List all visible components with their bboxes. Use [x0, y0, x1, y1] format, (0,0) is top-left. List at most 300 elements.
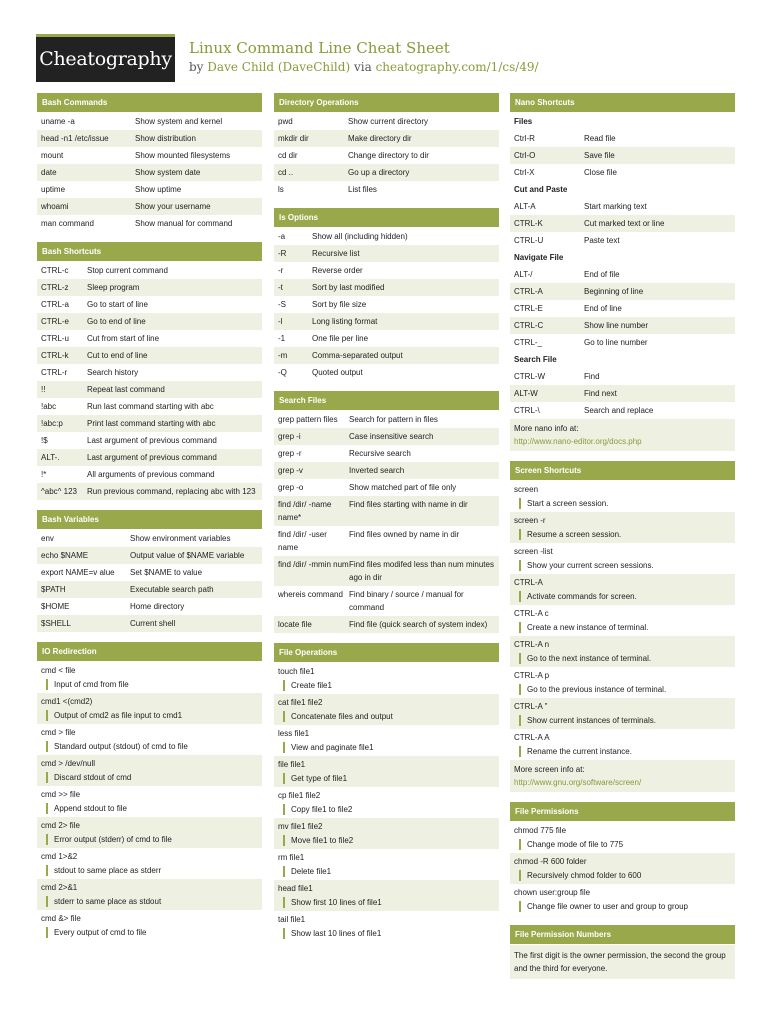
table-row: [274, 313, 499, 330]
list-item: [37, 817, 262, 848]
table-row: [37, 198, 262, 215]
item-command: cmd 2> file: [41, 821, 80, 830]
command-cell: -a: [278, 232, 286, 241]
description-cell: Find file (quick search of system index): [349, 620, 488, 629]
command-cell: env: [41, 534, 54, 543]
description-cell: Cut from start of line: [87, 334, 160, 343]
section-bash-shortcuts: [37, 242, 262, 500]
item-command: file file1: [278, 760, 306, 769]
command-cell: -r: [278, 266, 284, 275]
description-cell: Show matched part of file only: [349, 483, 457, 492]
description-cell: Find files modifed less than num minutes ago in dir: [349, 560, 494, 582]
item-description: Delete file1: [283, 866, 495, 877]
command-cell: CTRL-e: [41, 317, 70, 326]
subsection-title: Cut and Paste: [514, 185, 568, 194]
item-description: Show last 10 lines of file1: [283, 928, 495, 939]
description-cell: Paste text: [584, 236, 620, 245]
item-description: Every output of cmd to file: [46, 927, 258, 938]
section-title: File Operations: [274, 643, 499, 663]
permission-numbers-text: The first digit is the owner permission, the second the group and the third for everyone.: [510, 945, 735, 979]
section-nano-shortcuts: [510, 93, 735, 451]
command-cell: -1: [278, 334, 286, 343]
description-cell: Show uptime: [135, 185, 182, 194]
list-item: [37, 724, 262, 755]
description-cell: End of file: [584, 270, 620, 279]
table-row: [37, 296, 262, 313]
table-row: [37, 564, 262, 581]
command-cell: !*: [41, 470, 47, 479]
section-title: File Permissions: [510, 802, 735, 822]
description-cell: All arguments of previous command: [87, 470, 215, 479]
list-item: [510, 884, 735, 915]
command-cell: pwd: [278, 117, 293, 126]
item-command: CTRL-A c: [514, 609, 549, 618]
item-description: Change mode of file to 775: [519, 839, 731, 850]
subsection-title: Files: [514, 117, 533, 126]
table-row: [274, 245, 499, 262]
command-cell: CTRL-r: [41, 368, 68, 377]
description-cell: Change directory to dir: [348, 151, 429, 160]
table-row: [37, 279, 262, 296]
subsection-title: Search File: [514, 355, 557, 364]
table-row: [274, 364, 499, 381]
item-command: CTRL-A: [514, 578, 543, 587]
command-cell: ALT-A: [514, 202, 536, 211]
item-command: CTRL-A A: [514, 733, 550, 742]
description-cell: Sort by last modified: [312, 283, 385, 292]
table-row: [510, 385, 735, 402]
description-cell: Home directory: [130, 602, 185, 611]
more-label: More nano info at:: [514, 424, 579, 433]
description-cell: Last argument of previous command: [87, 453, 217, 462]
table-row: [510, 368, 735, 385]
list-item: [510, 543, 735, 574]
description-cell: Go to line number: [584, 338, 648, 347]
list-item: [37, 910, 262, 941]
section-title: Bash Commands: [37, 93, 262, 113]
items: [510, 822, 735, 915]
table-row: [37, 364, 262, 381]
command-cell: find /dir/ -name name*: [278, 500, 332, 522]
command-cell: ls: [278, 185, 284, 194]
item-description: Append stdout to file: [46, 803, 258, 814]
section-title: File Permission Numbers: [510, 925, 735, 945]
table-row: [37, 381, 262, 398]
list-item: [510, 574, 735, 605]
items: [274, 663, 499, 942]
list-item: [510, 636, 735, 667]
groups: [510, 113, 735, 419]
table-row: [37, 547, 262, 564]
table-row: [37, 313, 262, 330]
table-row: [274, 262, 499, 279]
table-row: [274, 586, 499, 616]
item-description: Input of cmd from file: [46, 679, 258, 690]
table-row: [274, 113, 499, 130]
table-row: [37, 530, 262, 547]
cheatography-logo[interactable]: Cheatography: [36, 34, 175, 82]
column-2: [274, 93, 499, 952]
table-row: [510, 147, 735, 164]
section-file-permission-numbers: [510, 925, 735, 979]
item-description: Create file1: [283, 680, 495, 691]
table-row: [37, 113, 262, 130]
table-row: [37, 147, 262, 164]
description-cell: Show line number: [584, 321, 649, 330]
table-row: [274, 479, 499, 496]
table-row: [510, 198, 735, 215]
command-cell: CTRL-K: [514, 219, 543, 228]
item-description: Show current instances of terminals.: [519, 715, 731, 726]
description-cell: Show your username: [135, 202, 211, 211]
command-cell: locate file: [278, 620, 312, 629]
item-description: Discard stdout of cmd: [46, 772, 258, 783]
item-command: cmd > file: [41, 728, 76, 737]
section-io-redirection: [37, 642, 262, 941]
list-item: [274, 880, 499, 911]
command-cell: whereis command: [278, 590, 343, 599]
rows: [37, 113, 262, 232]
table-row: [37, 347, 262, 364]
command-cell: date: [41, 168, 57, 177]
description-cell: Run last command starting with abc: [87, 402, 214, 411]
description-cell: Reverse order: [312, 266, 363, 275]
command-cell: echo $NAME: [41, 551, 89, 560]
description-cell: Run previous command, replacing abc with 123: [87, 487, 256, 496]
description-cell: Search for pattern in files: [349, 415, 438, 424]
table-row: [274, 445, 499, 462]
command-cell: grep -v: [278, 466, 303, 475]
command-cell: CTRL-E: [514, 304, 543, 313]
item-command: cmd &> file: [41, 914, 81, 923]
command-cell: !!: [41, 385, 46, 394]
table-row: [274, 296, 499, 313]
table-row: [37, 415, 262, 432]
item-description: Standard output (stdout) of cmd to file: [46, 741, 258, 752]
command-cell: CTRL-z: [41, 283, 69, 292]
description-cell: List files: [348, 185, 377, 194]
item-description: Go to the previous instance of terminal.: [519, 684, 731, 695]
more-label: More screen info at:: [514, 765, 585, 774]
command-cell: ^abc^ 123: [41, 487, 77, 496]
section-title: Directory Operations: [274, 93, 499, 113]
command-cell: $HOME: [41, 602, 70, 611]
item-command: cmd 2>&1: [41, 883, 78, 892]
description-cell: Beginning of line: [584, 287, 644, 296]
description-cell: Close file: [584, 168, 617, 177]
description-cell: Long listing format: [312, 317, 378, 326]
table-row: [37, 398, 262, 415]
section-title: ls Options: [274, 208, 499, 228]
table-row: [274, 330, 499, 347]
list-item: [37, 879, 262, 910]
command-cell: CTRL-C: [514, 321, 544, 330]
table-row: [510, 130, 735, 147]
item-description: Start a screen session.: [519, 498, 731, 509]
section-file-operations: [274, 643, 499, 942]
table-row: [274, 411, 499, 428]
table-row: [37, 581, 262, 598]
description-cell: Find: [584, 372, 600, 381]
command-cell: uptime: [41, 185, 66, 194]
item-description: stderr to same place as stdout: [46, 896, 258, 907]
description-cell: Save file: [584, 151, 615, 160]
item-description: Change file owner to user and group to group: [519, 901, 731, 912]
command-cell: $PATH: [41, 585, 66, 594]
screen-docs-link[interactable]: http://www.gnu.org/software/screen/: [514, 778, 642, 787]
description-cell: Cut to end of line: [87, 351, 148, 360]
list-item: [274, 787, 499, 818]
command-cell: man command: [41, 219, 94, 228]
description-cell: Find files owned by name in dir: [349, 530, 460, 539]
more-screen-info: [510, 760, 735, 792]
section-title: Search Files: [274, 391, 499, 411]
description-cell: Show mounted filesystems: [135, 151, 231, 160]
list-item: [274, 756, 499, 787]
description-cell: Recursive search: [349, 449, 411, 458]
list-item: [37, 693, 262, 724]
table-row: [37, 615, 262, 632]
list-item: [274, 663, 499, 694]
description-cell: Go up a directory: [348, 168, 410, 177]
section-title: Nano Shortcuts: [510, 93, 735, 113]
description-cell: Start marking text: [584, 202, 647, 211]
item-command: cmd 1>&2: [41, 852, 78, 861]
table-row: [274, 462, 499, 479]
table-row: [37, 215, 262, 232]
description-cell: Make directory dir: [348, 134, 412, 143]
description-cell: Stop current command: [87, 266, 168, 275]
item-command: cmd >> file: [41, 790, 81, 799]
item-command: cat file1 file2: [278, 698, 323, 707]
item-description: Rename the current instance.: [519, 746, 731, 757]
item-command: cp file1 file2: [278, 791, 321, 800]
item-description: View and paginate file1: [283, 742, 495, 753]
table-row: [510, 317, 735, 334]
command-cell: CTRL-U: [514, 236, 544, 245]
table-row: [274, 164, 499, 181]
item-command: CTRL-A n: [514, 640, 550, 649]
table-row: [510, 164, 735, 181]
description-cell: Comma-separated output: [312, 351, 403, 360]
table-row: [37, 330, 262, 347]
table-row: [510, 334, 735, 351]
list-item: [274, 911, 499, 942]
description-cell: Show system and kernel: [135, 117, 223, 126]
item-description: Copy file1 to file2: [283, 804, 495, 815]
subsection-title: Navigate File: [514, 253, 564, 262]
command-cell: grep -i: [278, 432, 301, 441]
list-item: [510, 698, 735, 729]
description-cell: Sort by file size: [312, 300, 367, 309]
command-cell: mount: [41, 151, 64, 160]
command-cell: CTRL-c: [41, 266, 69, 275]
item-command: screen: [514, 485, 539, 494]
item-command: screen -r: [514, 516, 546, 525]
byline-by: by: [189, 60, 204, 74]
table-row: [274, 526, 499, 556]
description-cell: Show all (including hidden): [312, 232, 408, 241]
item-command: chown user:group file: [514, 888, 591, 897]
command-cell: CTRL-k: [41, 351, 69, 360]
items: [37, 662, 262, 941]
section-bash-variables: [37, 510, 262, 632]
command-cell: $SHELL: [41, 619, 71, 628]
list-item: [510, 853, 735, 884]
item-command: touch file1: [278, 667, 315, 676]
list-item: [37, 848, 262, 879]
command-cell: grep -o: [278, 483, 304, 492]
section-bash-commands: [37, 93, 262, 232]
command-cell: Ctrl-X: [514, 168, 535, 177]
table-row: [37, 432, 262, 449]
description-cell: Show current directory: [348, 117, 429, 126]
section-title: IO Redirection: [37, 642, 262, 662]
list-item: [37, 755, 262, 786]
table-row: [510, 402, 735, 419]
description-cell: Show manual for command: [135, 219, 233, 228]
command-cell: find /dir/ -user name: [278, 530, 327, 552]
sheet-link[interactable]: cheatography.com/1/cs/49/: [375, 60, 539, 74]
table-row: [510, 300, 735, 317]
command-cell: find /dir/ -mmin num: [278, 560, 349, 569]
table-row: [37, 449, 262, 466]
command-cell: !abc: [41, 402, 57, 411]
description-cell: Go to start of line: [87, 300, 148, 309]
nano-docs-link[interactable]: http://www.nano-editor.org/docs.php: [514, 437, 642, 446]
list-item: [510, 729, 735, 760]
command-cell: CTRL-_: [514, 338, 543, 347]
command-cell: CTRL-a: [41, 300, 70, 309]
list-item: [37, 786, 262, 817]
table-row: [510, 215, 735, 232]
item-description: Create a new instance of terminal.: [519, 622, 731, 633]
command-cell: grep -r: [278, 449, 302, 458]
table-row: [37, 181, 262, 198]
description-cell: Find next: [584, 389, 617, 398]
item-command: chmod -R 600 folder: [514, 857, 587, 866]
command-cell: cd ..: [278, 168, 294, 177]
description-cell: Go to end of line: [87, 317, 146, 326]
description-cell: Executable search path: [130, 585, 214, 594]
description-cell: Print last command starting with abc: [87, 419, 216, 428]
author-link[interactable]: Dave Child (DaveChild): [207, 60, 351, 74]
byline: [189, 60, 539, 74]
description-cell: Output value of $NAME variable: [130, 551, 245, 560]
item-command: CTRL-A p: [514, 671, 550, 680]
description-cell: Inverted search: [349, 466, 405, 475]
item-command: rm file1: [278, 853, 305, 862]
column-1: [37, 93, 262, 951]
column-3: [510, 93, 735, 989]
description-cell: End of line: [584, 304, 622, 313]
description-cell: Case insensitive search: [349, 432, 434, 441]
rows: [274, 113, 499, 198]
item-description: Go to the next instance of terminal.: [519, 653, 731, 664]
item-command: head file1: [278, 884, 313, 893]
table-row: [510, 232, 735, 249]
description-cell: Repeat last command: [87, 385, 165, 394]
item-description: Show your current screen sessions.: [519, 560, 731, 571]
command-cell: ALT-.: [41, 453, 60, 462]
command-cell: uname -a: [41, 117, 75, 126]
rows: [37, 262, 262, 500]
command-cell: head -n1 /etc/issue: [41, 134, 109, 143]
table-row: [274, 147, 499, 164]
description-cell: Search and replace: [584, 406, 654, 415]
command-cell: CTRL-W: [514, 372, 546, 381]
command-cell: -m: [278, 351, 288, 360]
description-cell: Read file: [584, 134, 616, 143]
list-item: [510, 822, 735, 853]
page-header: [36, 34, 736, 86]
item-description: Concatenate files and output: [283, 711, 495, 722]
command-cell: Ctrl-R: [514, 134, 535, 143]
item-command: tail file1: [278, 915, 306, 924]
command-cell: -Q: [278, 368, 287, 377]
section-screen-shortcuts: [510, 461, 735, 792]
item-command: CTRL-A ": [514, 702, 548, 711]
table-row: [37, 164, 262, 181]
table-row: [274, 228, 499, 245]
command-cell: mkdir dir: [278, 134, 309, 143]
description-cell: Find binary / source / manual for command: [349, 590, 464, 612]
more-nano-info: [510, 419, 735, 451]
item-description: stdout to same place as stderr: [46, 865, 258, 876]
table-row: [274, 279, 499, 296]
description-cell: Quoted output: [312, 368, 363, 377]
description-cell: Cut marked text or line: [584, 219, 665, 228]
item-command: cmd > /dev/null: [41, 759, 96, 768]
description-cell: Search history: [87, 368, 139, 377]
command-cell: -S: [278, 300, 286, 309]
table-row: [274, 616, 499, 633]
description-cell: One file per line: [312, 334, 369, 343]
item-command: cmd < file: [41, 666, 76, 675]
table-row: [37, 262, 262, 279]
item-description: Get type of file1: [283, 773, 495, 784]
item-command: chmod 775 file: [514, 826, 567, 835]
table-row: [37, 598, 262, 615]
table-row: [37, 483, 262, 500]
item-command: cmd1 <(cmd2): [41, 697, 93, 706]
item-description: Activate commands for screen.: [519, 591, 731, 602]
item-description: Recursively chmod folder to 600: [519, 870, 731, 881]
page-title: Linux Command Line Cheat Sheet: [189, 39, 450, 57]
command-cell: !abc:p: [41, 419, 63, 428]
section-title: Screen Shortcuts: [510, 461, 735, 481]
table-row: [274, 347, 499, 364]
command-cell: CTRL-A: [514, 287, 543, 296]
list-item: [274, 694, 499, 725]
list-item: [510, 605, 735, 636]
item-description: Output of cmd2 as file input to cmd1: [46, 710, 258, 721]
section-title: Bash Shortcuts: [37, 242, 262, 262]
command-cell: cd dir: [278, 151, 298, 160]
table-row: [510, 266, 735, 283]
list-item: [274, 849, 499, 880]
description-cell: Show environment variables: [130, 534, 231, 543]
list-item: [37, 662, 262, 693]
command-cell: ALT-W: [514, 389, 538, 398]
list-item: [510, 481, 735, 512]
list-item: [274, 725, 499, 756]
command-cell: ALT-/: [514, 270, 533, 279]
table-row: [274, 556, 499, 586]
section-ls-options: [274, 208, 499, 381]
description-cell: Find files starting with name in dir: [349, 500, 468, 509]
table-row: [510, 283, 735, 300]
